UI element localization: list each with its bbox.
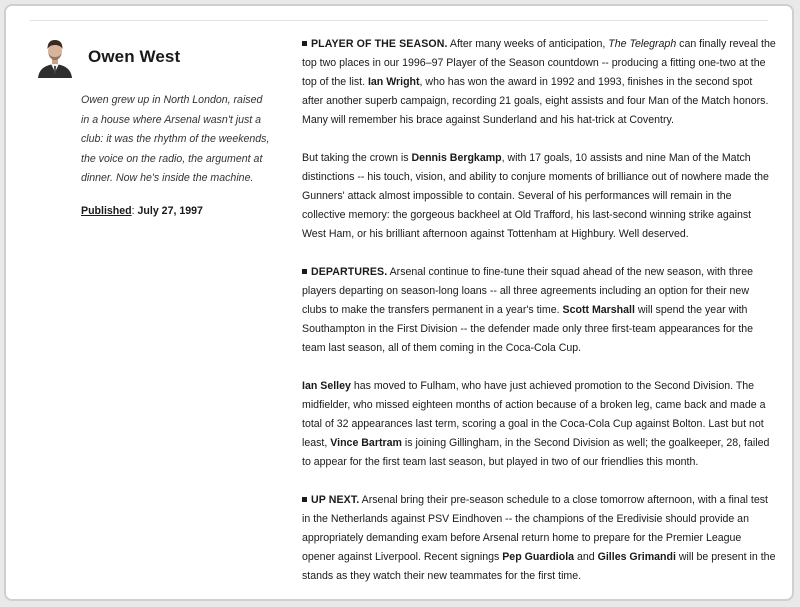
paragraph-text: and bbox=[574, 551, 598, 563]
publish-info bbox=[81, 205, 274, 217]
paragraph-text: , with 17 goals, 10 assists and nine Man of the Match distinctions -- his touch, vision, and ability to conjure moments of brilliance out of nowhere made the Gunners' attack almost impossible to contain. Several of his performances will remain in the collective memory: the gorgeous backheel at Old Trafford, his last-second winning strike against West Ham, or his brilliant afternoon against Tottenham at Highbury. Well deserved. bbox=[302, 152, 769, 240]
author-bio: Owen grew up in North London, raised in a house where Arsenal wasn't just a club: it was the rhythm of the weekends, the voice on the radio, the argument at dinner. Now he's inside the machine. bbox=[81, 94, 270, 184]
avatar bbox=[34, 36, 76, 78]
published-separator: : bbox=[131, 204, 135, 217]
player-name: Ian Selley bbox=[302, 380, 351, 392]
paragraph-departures bbox=[302, 263, 776, 358]
paragraph-text: is joining Gillingham, in the Second Division as well; the goalkeeper, 28, failed to appear for the first team last season, but played in two of our friendlies this month. bbox=[302, 437, 770, 468]
player-name: Dennis Bergkamp bbox=[411, 152, 502, 164]
paragraph-player-of-season bbox=[302, 35, 776, 130]
author-header bbox=[34, 36, 274, 78]
paragraph-text: But taking the crown is bbox=[302, 152, 412, 164]
paragraph-text: , who has won the award in 1992 and 1993, finishes in the second spot after another superb campaign, recording 21 goals, eight assists and four Man of the Match honors. Many will remember his brace against Sunderland and his hat-trick at Coventry. bbox=[302, 76, 769, 126]
section-heading: UP NEXT. bbox=[311, 494, 360, 506]
section-heading: PLAYER OF THE SEASON. bbox=[311, 38, 448, 50]
article-card bbox=[4, 4, 794, 601]
square-bullet-icon bbox=[302, 41, 307, 46]
player-name: Scott Marshall bbox=[562, 304, 635, 316]
paragraph-up-next bbox=[302, 491, 776, 586]
paragraph-text: After many weeks of anticipation, bbox=[447, 38, 609, 50]
player-name: Vince Bartram bbox=[330, 437, 402, 449]
publication-name: The Telegraph bbox=[608, 38, 677, 50]
player-name: Gilles Grimandi bbox=[597, 551, 676, 563]
author-sidebar bbox=[34, 36, 274, 217]
paragraph-text: can finally reveal the top two places in our 1996–97 Player of the Season countdown -- producing a fitting one-two at the top of the list. bbox=[302, 38, 776, 88]
paragraph-text: will spend the year with Southampton in the First Division -- the defender made only three first-team appearances for the team last season, all of them coming in the Coca-Cola Cup. bbox=[302, 304, 754, 354]
published-label-link[interactable]: Published bbox=[81, 204, 132, 217]
paragraph-text: has moved to Fulham, who have just achieved promotion to the Second Division. The midfielder, who missed eighteen months of action because of a broken leg, came back and made a total of 32 appearances last term, scoring a goal in the Coca-Cola Cup against Bolton. Last but not least, bbox=[302, 380, 766, 449]
section-heading: DEPARTURES. bbox=[311, 266, 388, 278]
paragraph-selley-bartram bbox=[302, 377, 776, 472]
paragraph-bergkamp bbox=[302, 149, 776, 244]
paragraph-text: will be present in the stands as they watch their new teammates for the first time. bbox=[302, 551, 776, 582]
player-name: Ian Wright bbox=[367, 76, 420, 88]
published-date: July 27, 1997 bbox=[137, 204, 203, 217]
player-name: Pep Guardiola bbox=[502, 551, 575, 563]
top-divider bbox=[30, 20, 768, 21]
author-name: Owen West bbox=[88, 47, 181, 66]
paragraph-text: Arsenal continue to fine-tune their squad ahead of the new season, with three players departing on season-long loans -- all three agreements including an option for their new clubs to make the transfers permanent in a year's time. bbox=[302, 266, 753, 316]
article-body bbox=[302, 35, 776, 601]
square-bullet-icon bbox=[302, 497, 307, 502]
paragraph-text: Arsenal bring their pre-season schedule to a close tomorrow afternoon, with a final test in the Netherlands against PSV Eindhoven -- the champions of the Eredivisie should provide an appropriately demanding exam before Arsenal return home to prepare for the Premier League opener against Liverpool. Recent signings bbox=[302, 494, 768, 563]
square-bullet-icon bbox=[302, 269, 307, 274]
